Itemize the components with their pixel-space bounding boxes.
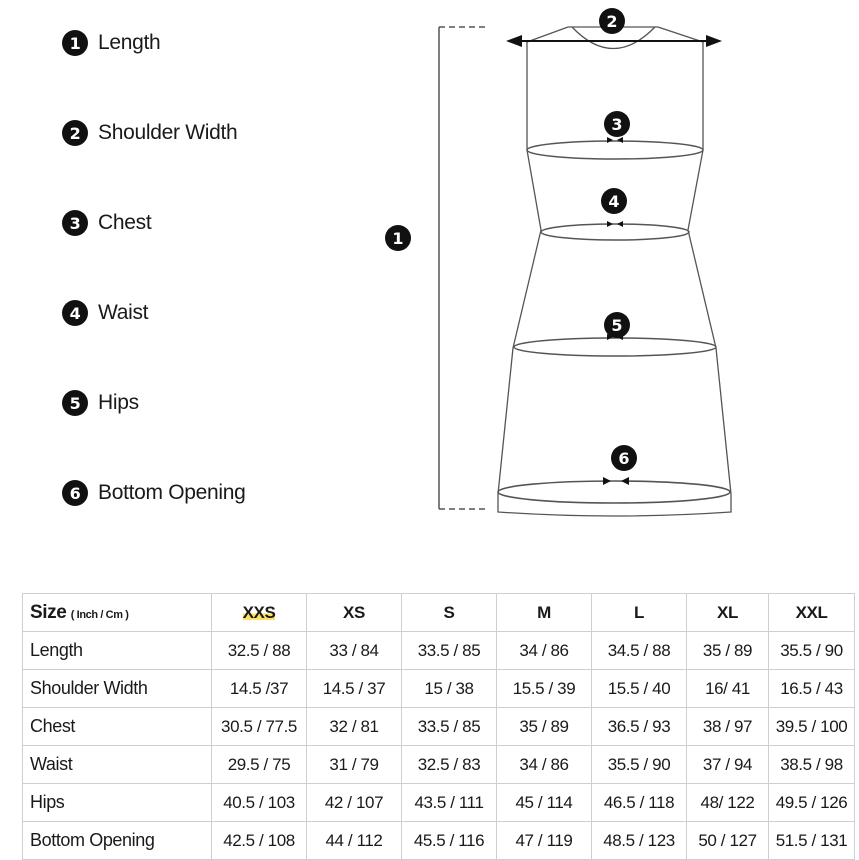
- table-cell: 33.5 / 85: [402, 632, 497, 670]
- size-header-m: M: [497, 594, 592, 632]
- number-3-icon: 3: [62, 210, 88, 236]
- table-cell: 34 / 86: [497, 746, 592, 784]
- size-header-label: Size: [30, 601, 67, 623]
- table-cell: 39.5 / 100: [769, 708, 855, 746]
- legend-label: Chest: [98, 211, 152, 234]
- row-label: Length: [23, 632, 212, 670]
- marker-waist-number: 4: [608, 192, 620, 211]
- table-cell: 32.5 / 88: [212, 632, 307, 670]
- table-row: [23, 708, 855, 746]
- table-cell: 45 / 114: [497, 784, 592, 822]
- table-cell: 33.5 / 85: [402, 708, 497, 746]
- table-header-row: [23, 594, 855, 632]
- number-2-icon: 2: [62, 120, 88, 146]
- size-xxs-label: XXS: [242, 602, 276, 622]
- table-cell: 43.5 / 111: [402, 784, 497, 822]
- shoulder-width-arrow: [506, 35, 722, 47]
- marker-bottom-number: 6: [618, 449, 630, 468]
- legend-label: Hips: [98, 391, 139, 414]
- row-label: Waist: [23, 746, 212, 784]
- hips-line: [514, 338, 716, 356]
- table-cell: 42.5 / 108: [212, 822, 307, 860]
- marker-shoulder-number: 2: [606, 12, 618, 31]
- table-cell: 35 / 89: [497, 708, 592, 746]
- table-cell: 42 / 107: [307, 784, 402, 822]
- marker-length-number: 1: [392, 229, 404, 248]
- legend-label: Bottom Opening: [98, 481, 246, 504]
- marker-length: [385, 225, 411, 251]
- table-cell: 47 / 119: [497, 822, 592, 860]
- row-label: Shoulder Width: [23, 670, 212, 708]
- table-cell: 29.5 / 75: [212, 746, 307, 784]
- table-cell: 15 / 38: [402, 670, 497, 708]
- table-cell: 34 / 86: [497, 632, 592, 670]
- size-header-s: S: [402, 594, 497, 632]
- table-cell: 14.5 /37: [212, 670, 307, 708]
- number-4-icon: 4: [62, 300, 88, 326]
- table-cell: 44 / 112: [307, 822, 402, 860]
- size-unit-header: [23, 594, 212, 632]
- table-cell: 35.5 / 90: [592, 746, 687, 784]
- size-header-xxs: [212, 594, 307, 632]
- table-cell: 35.5 / 90: [769, 632, 855, 670]
- table-row: [23, 670, 855, 708]
- table-cell: 36.5 / 93: [592, 708, 687, 746]
- table-cell: 33 / 84: [307, 632, 402, 670]
- table-row: [23, 746, 855, 784]
- row-label: Hips: [23, 784, 212, 822]
- table-cell: 38 / 97: [687, 708, 769, 746]
- legend-label: Shoulder Width: [98, 121, 238, 144]
- unit-label: ( Inch / Cm ): [70, 608, 129, 621]
- table-cell: 51.5 / 131: [769, 822, 855, 860]
- legend-label: Waist: [98, 301, 149, 324]
- table-cell: 16/ 41: [687, 670, 769, 708]
- table-cell: 14.5 / 37: [307, 670, 402, 708]
- table-cell: 37 / 94: [687, 746, 769, 784]
- table-cell: 32 / 81: [307, 708, 402, 746]
- marker-chest: [604, 111, 630, 137]
- table-cell: 49.5 / 126: [769, 784, 855, 822]
- chest-line: [527, 141, 703, 159]
- waist-line: [541, 224, 689, 240]
- table-cell: 30.5 / 77.5: [212, 708, 307, 746]
- table-cell: 40.5 / 103: [212, 784, 307, 822]
- table-cell: 31 / 79: [307, 746, 402, 784]
- number-1-icon: 1: [62, 30, 88, 56]
- marker-hips: [604, 312, 630, 338]
- marker-waist: [601, 188, 627, 214]
- bottom-opening-line: [498, 481, 730, 503]
- table-cell: 45.5 / 116: [402, 822, 497, 860]
- table-cell: 46.5 / 118: [592, 784, 687, 822]
- length-bracket: [439, 27, 487, 509]
- number-5-icon: 5: [62, 390, 88, 416]
- table-row: [23, 632, 855, 670]
- number-6-icon: 6: [62, 480, 88, 506]
- size-header-xs: XS: [307, 594, 402, 632]
- size-header-xxl: XXL: [769, 594, 855, 632]
- table-cell: 35 / 89: [687, 632, 769, 670]
- dress-outline: [498, 27, 731, 516]
- table-cell: 15.5 / 39: [497, 670, 592, 708]
- table-cell: 32.5 / 83: [402, 746, 497, 784]
- table-cell: 38.5 / 98: [769, 746, 855, 784]
- table-row: [23, 822, 855, 860]
- legend-label: Length: [98, 31, 161, 54]
- table-cell: 48.5 / 123: [592, 822, 687, 860]
- table-cell: 16.5 / 43: [769, 670, 855, 708]
- table-cell: 48/ 122: [687, 784, 769, 822]
- table-cell: 50 / 127: [687, 822, 769, 860]
- marker-bottom: [611, 445, 637, 471]
- marker-hips-number: 5: [611, 316, 623, 335]
- size-chart-table: [22, 593, 855, 860]
- table-cell: 15.5 / 40: [592, 670, 687, 708]
- size-header-xl: XL: [687, 594, 769, 632]
- row-label: Bottom Opening: [23, 822, 212, 860]
- marker-shoulder: [599, 8, 625, 34]
- marker-chest-number: 3: [611, 115, 623, 134]
- row-label: Chest: [23, 708, 212, 746]
- table-row: [23, 784, 855, 822]
- size-header-l: L: [592, 594, 687, 632]
- table-cell: 34.5 / 88: [592, 632, 687, 670]
